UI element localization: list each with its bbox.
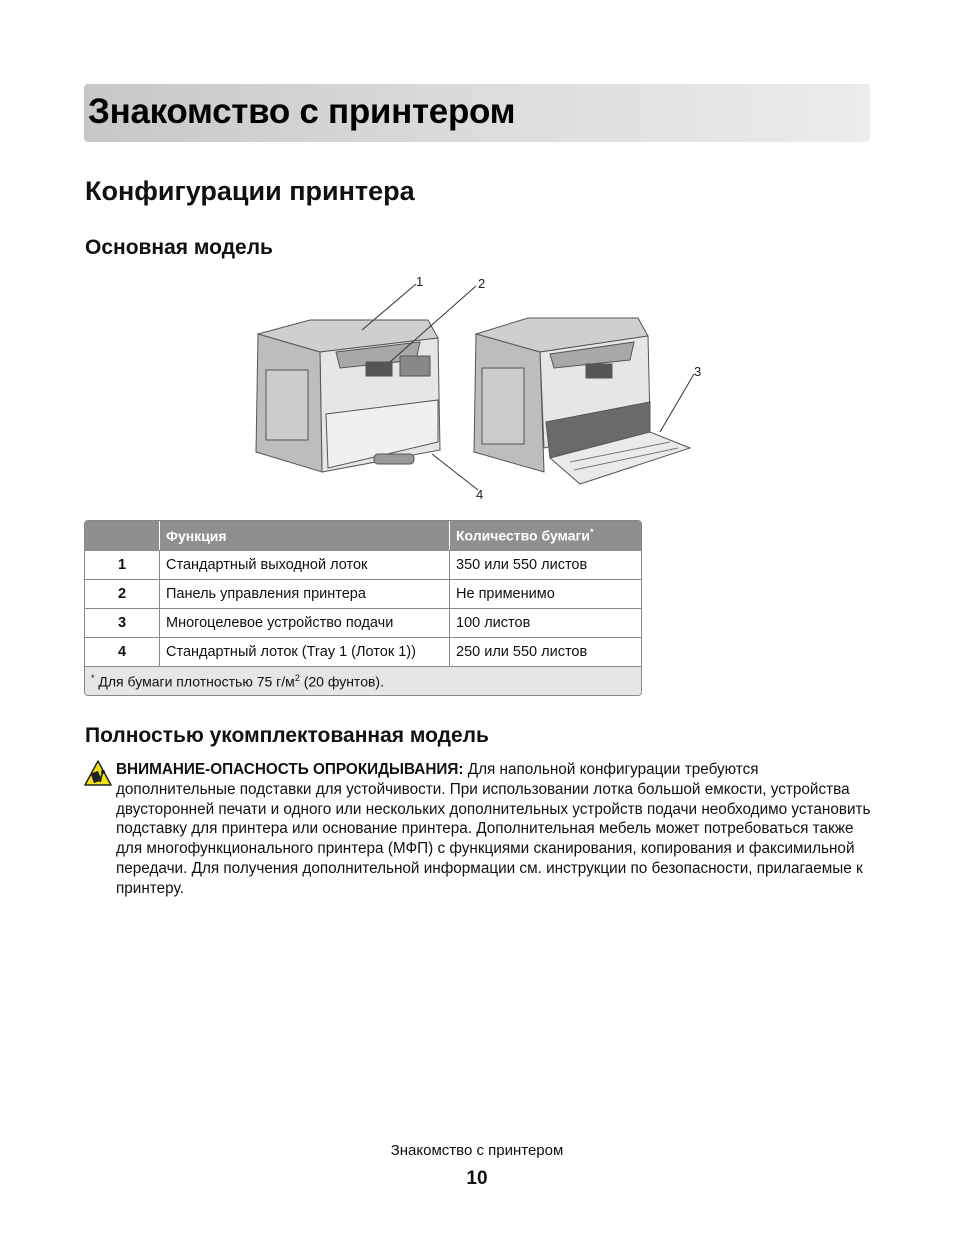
table-row — [85, 608, 641, 637]
warning-body: Для напольной конфигурации требуются дополнительные подставки для устойчивости. При использовании лотка большой емкости, устройства двусторонней печати и одного или нескольких дополнительных устройств подачи необходимо установить подставку для принтера или основание принтера. Дополнительная мебель может потребоваться также для многофункционального принтера (МФП) с функциями сканирования, копирования и факсимильной передачи. Для получения дополнительной информации см. инструкции по безопасности, прилагаемые к принтеру. — [116, 761, 871, 897]
table-row — [85, 550, 641, 579]
row-function: Стандартный лоток (Tray 1 (Лоток 1)) — [159, 637, 449, 666]
callout-4: 4 — [476, 487, 484, 502]
row-number: 4 — [85, 637, 159, 666]
chapter-title: Знакомство с принтером — [88, 92, 516, 131]
row-number: 2 — [85, 579, 159, 608]
callout-2: 2 — [478, 276, 486, 291]
row-function: Панель управления принтера — [159, 579, 449, 608]
row-function: Стандартный выходной лоток — [159, 550, 449, 579]
table-header-function: Функция — [159, 521, 449, 550]
section-title: Конфигурации принтера — [85, 176, 415, 206]
printer-open-image — [474, 318, 690, 484]
row-capacity: 250 или 550 листов — [449, 637, 641, 666]
basic-model-heading: Основная модель — [85, 236, 273, 259]
table-header-num — [85, 521, 159, 550]
table-row — [85, 579, 641, 608]
row-capacity: Не применимо — [449, 579, 641, 608]
row-number: 3 — [85, 608, 159, 637]
table-note: * Для бумаги плотностью 75 $г/м^2$ (20 фунтов). — [85, 666, 641, 695]
row-function: Многоцелевое устройство подачи — [159, 608, 449, 637]
warning-label: ВНИМАНИЕ-ОПАСНОСТЬ ОПРОКИДЫВАНИЯ: — [116, 761, 464, 778]
callout-3: 3 — [694, 364, 702, 379]
tip-over-warning-icon — [84, 760, 112, 786]
page-number: 10 — [466, 1168, 488, 1189]
table-row — [85, 637, 641, 666]
tip-over-warning — [116, 760, 876, 899]
printer-illustration — [250, 272, 710, 504]
footer-chapter-label: Знакомство с принтером — [390, 1142, 564, 1159]
row-capacity: 350 или 550 листов — [449, 550, 641, 579]
table-header-capacity: Количество бумаги* — [449, 521, 641, 550]
callout-1: 1 — [416, 274, 424, 289]
full-model-heading: Полностью укомплектованная модель — [85, 724, 489, 747]
function-table — [84, 520, 642, 696]
table-header-row — [85, 521, 641, 550]
row-capacity: 100 листов — [449, 608, 641, 637]
table-note-row — [85, 666, 641, 695]
row-number: 1 — [85, 550, 159, 579]
